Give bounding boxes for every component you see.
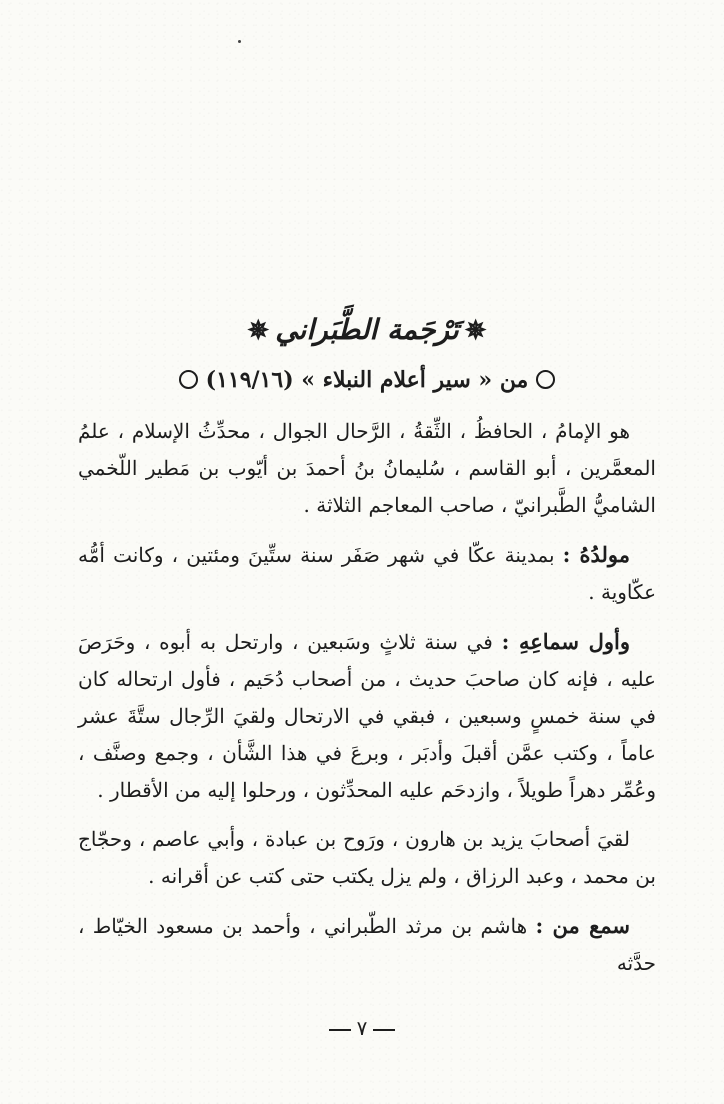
heard-paragraph [78,907,656,982]
intro-paragraph: هو الإمامُ ، الحافظُ ، الثِّقةُ ، الرَّحال الجوال ، محدِّثُ الإسلام ، علمُ المعمَّرين ، أبو القاسم ، سُليمانُ بنُ أحمدَ بن أيّوب بن مَطير اللّخمي الشاميُّ الطَّبرانيّ ، صاحب المعاجم الثلاثة . [78,419,656,517]
title-text: تَرْجَمة الطَّبَراني [275,313,459,346]
star-ornament-icon: ✵ [464,316,487,346]
page-number-text: ٧ [356,1016,368,1040]
speck-mark [238,40,241,43]
hearing-text: في سنة ثلاثٍ وسَبعين ، وارتحل به أبوه ، وحَرَصَ عليه ، فإنه كان صاحبَ حديث ، من أصحاب دُحَيم ، فأول ارتحاله كان في سنة خمسٍ وسبعين ، فبقي في الارتحال ولقيَ الرِّجال ستَّةَ عشر عاماً ، وكتب عمَّن أقبلَ وأدبَر ، وبرعَ في هذا الشَّأن ، وجمع وصنَّف ، وعُمِّر دهراً طويلاً ، وازدحَم عليه المحدِّثون ، ورحلوا إليه من الأقطار . [78,630,656,802]
source-heading [78,359,656,401]
birth-text: بمدينة عكّا في شهر صَفَر سنة ستِّينَ ومئتين ، وكانت أمُّه عكّاوية . [78,543,656,604]
page-title [78,308,656,353]
star-ornament-icon: ✵ [247,316,270,346]
source-heading-text: من « سير أعلام النبلاء » (١١٩/١٦) [205,367,529,393]
heard-text: هاشم بن مرثد الطّبراني ، وأحمد بن مسعود الخيّاط ، حدَّثه [78,914,656,975]
hearing-label: وأول سماعِهِ : [501,629,630,654]
ring-ornament-icon [536,370,555,389]
met-paragraph: لقيَ أصحابَ يزيد بن هارون ، ورَوح بن عبادة ، وأبي عاصم ، وحجّاج بن محمد ، وعبد الرزاق ، ولم يزل يكتب حتى كتب عن أقرانه . [78,827,656,888]
page-number [0,1016,724,1040]
heard-label: سمع من : [535,913,630,938]
ring-ornament-icon [179,370,198,389]
hearing-paragraph [78,623,656,809]
dash-ornament [373,1029,395,1031]
dash-ornament [329,1029,351,1031]
birth-paragraph [78,536,656,611]
page-content [78,308,656,994]
birth-label: مولدُهُ : [562,542,630,567]
